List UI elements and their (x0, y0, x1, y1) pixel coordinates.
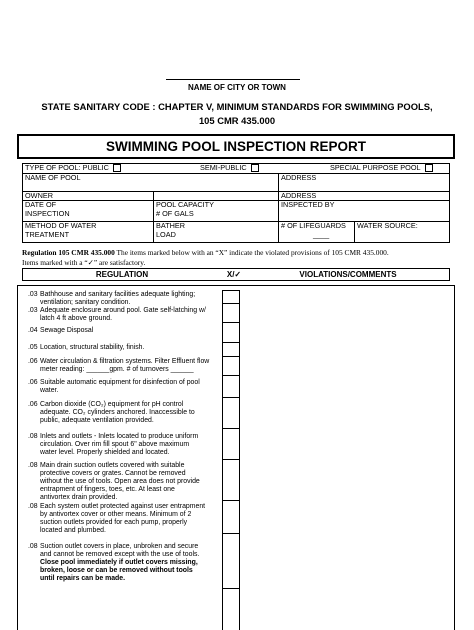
item-entrapment: .08 Each system outlet protected against user entrapment by antivortex cover or other means. Minimum of 2 suction outlets provided for each pump, properly located and plumbed. (28, 503, 206, 534)
item-bathhouse: .03 Bathhouse and sanitary facilities adequate lighting; ventilation; sanitary condition. (28, 291, 196, 306)
water-source-label: WATER SOURCE: (357, 221, 418, 230)
owner-label: OWNER (25, 191, 53, 200)
special-purpose-checkbox[interactable] (425, 164, 433, 172)
public-checkbox[interactable] (113, 164, 121, 172)
semi-public-option: SEMI-PUBLIC (200, 164, 259, 173)
date-of-inspection-label: DATE OF INSPECTION (25, 200, 70, 218)
pool-capacity-label: POOL CAPACITY # OF GALS (156, 200, 214, 218)
pool-address-label: ADDRESS (281, 173, 317, 182)
report-title: SWIMMING POOL INSPECTION REPORT (105, 139, 366, 154)
lifeguards-field[interactable]: ____ (313, 229, 330, 239)
item-enclosure: .03 Adequate enclosure around pool. Gate self-latching w/ latch 4 ft above ground. (28, 307, 206, 322)
item-location: .05 Location, structural stability, finish. (28, 344, 145, 351)
owner-address-label: ADDRESS (281, 191, 317, 200)
item-circulation: .06 Water circulation & filtration systems. Filter Effluent flow meter reading: ______gpm. # of turnovers ______ (28, 358, 210, 373)
violations-column-header: VIOLATIONS/COMMENTS (299, 270, 397, 279)
semi-public-checkbox[interactable] (251, 164, 259, 172)
item-main-drain: .08 Main drain suction outlets covered with suitable protective covers or grates. Cannot be removed without the use of tools. Open area does not provide entrapment of fingers, toes, etc. At least one antivortex drain provided. (28, 462, 200, 501)
method-of-treatment-label: METHOD OF WATER TREATMENT (25, 221, 97, 239)
mark-column-right-border (239, 290, 240, 630)
city-name-line[interactable] (166, 79, 300, 80)
bather-load-label: BATHER LOAD (156, 221, 186, 239)
item-inlets-outlets: .08 Inlets and outlets - Inlets located to produce uniform circulation. Over rim fill spout 6" above maximum water level. Properly shielded and located. (28, 433, 199, 456)
mark-column-left-border (222, 290, 223, 630)
item-sewage: .04 Sewage Disposal (28, 327, 94, 334)
regulation-note: Regulation 105 CMR 435.000 The items marked below with an “X” indicate the violated provisions of 105 CMR 435.000. Items marked with a “✓” are satisfactory. (22, 248, 389, 267)
code-title-line2: 105 CMR 435.000 (198, 115, 276, 126)
special-purpose-option: SPECIAL PURPOSE POOL (330, 164, 433, 173)
city-name-label: NAME OF CITY OR TOWN (188, 83, 286, 92)
item-suction-covers: .08 Suction outlet covers in place, unbroken and secure and cannot be removed except with the use of tools. Close pool immediately if outlet covers missing, broken, loose or can be removed without tools until repairs can be made. (28, 543, 200, 582)
lifeguards-label: # OF LIFEGUARDS ____ (281, 221, 346, 239)
item-disinfection: .06 Suitable automatic equipment for disinfection of pool water. (28, 379, 200, 394)
inspected-by-label: INSPECTED BY (281, 200, 335, 209)
item-carbon-dioxide: .06 Carbon dioxide (CO₂) equipment for pH control adequate. CO₂ cylinders anchored. Inaccessible to public, adequate ventilation provided. (28, 401, 195, 424)
type-of-pool-public: TYPE OF POOL: PUBLIC (25, 164, 121, 173)
mark-column-header: X/✓ (226, 270, 242, 279)
regulation-column-header: REGULATION (95, 270, 149, 279)
name-of-pool-label: NAME OF POOL (25, 173, 81, 182)
code-title-line1: STATE SANITARY CODE : CHAPTER V, MINIMUM STANDARDS FOR SWIMMING POOLS, (41, 101, 433, 112)
